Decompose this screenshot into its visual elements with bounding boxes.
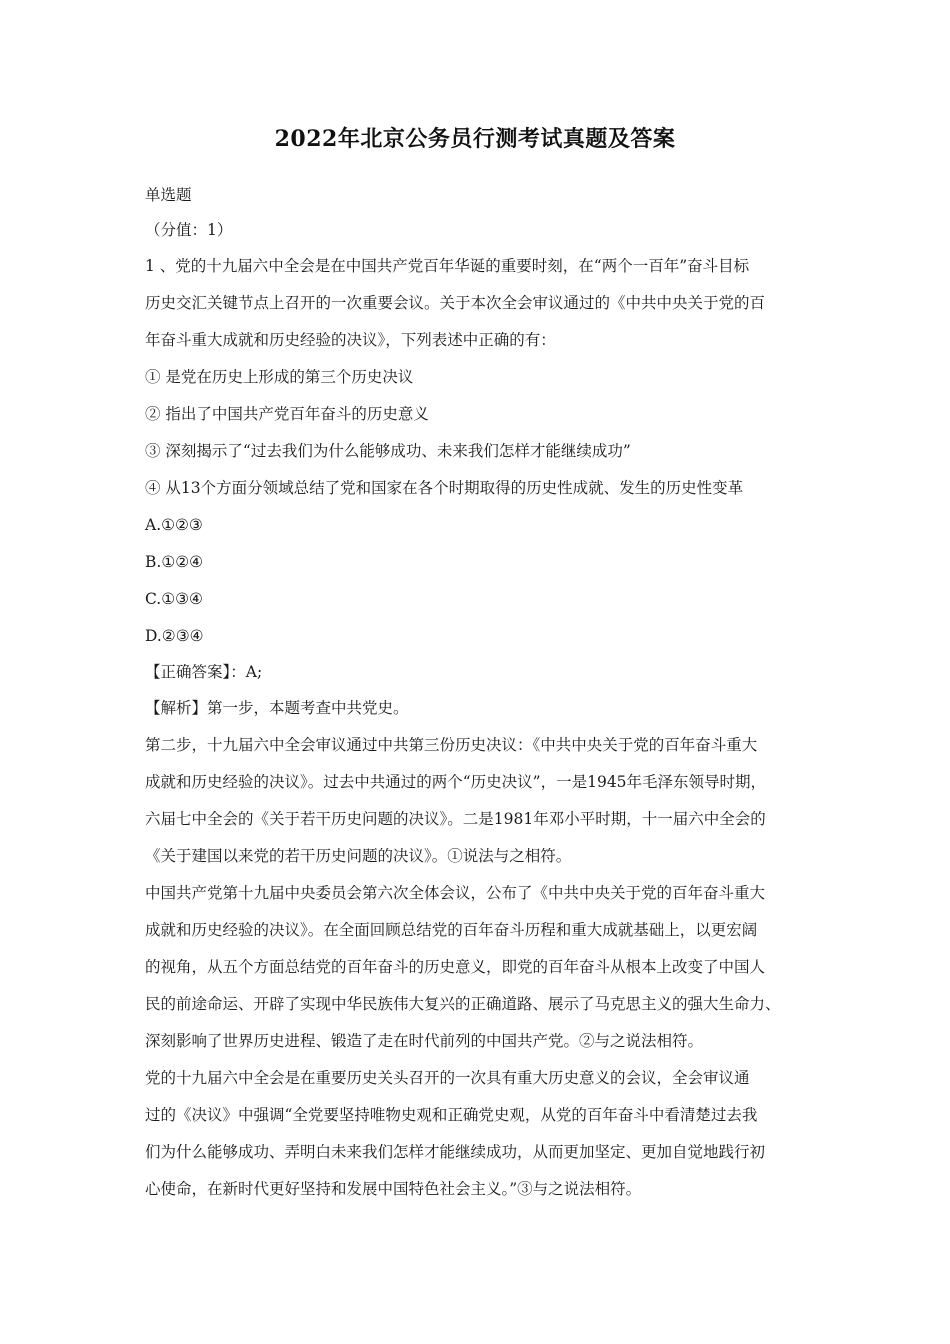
analysis-line: 六届七中全会的《关于若干历史问题的决议》。二是1981年邓小平时期，十一届六中全会的 xyxy=(145,810,766,828)
analysis-line: 们为什么能够成功、弄明白未来我们怎样才能继续成功，从而更加坚定、更加自觉地践行初 xyxy=(145,1143,766,1161)
statement-item: ① 是党在历史上形成的第三个历史决议 xyxy=(145,368,414,386)
analysis-line: 民的前途命运、开辟了实现中华民族伟大复兴的正确道路、展示了马克思主义的强大生命力、 xyxy=(145,995,781,1013)
analysis-line: 过的《决议》中强调“全党要坚持唯物史观和正确党史观，从党的百年奋斗中看清楚过去我 xyxy=(145,1106,758,1124)
statement-item: ③ 深刻揭示了“过去我们为什么能够成功、未来我们怎样才能继续成功” xyxy=(145,442,631,460)
analysis-line: 成就和历史经验的决议》。过去中共通过的两个“历史决议”，一是1945年毛泽东领导时期， xyxy=(145,773,767,791)
question-line: 1 、党的十九届六中全会是在中国共产党百年华诞的重要时刻，在“两个一百年”奋斗目标 xyxy=(145,257,750,275)
option-list xyxy=(145,507,825,655)
statement-item: ② 指出了中国共产党百年奋斗的历史意义 xyxy=(145,405,429,423)
document-title: 2022年北京公务员行测考试真题及答案 xyxy=(274,126,676,152)
analysis-line: 的视角，从五个方面总结党的百年奋斗的历史意义，即党的百年奋斗从根本上改变了中国人 xyxy=(145,958,766,976)
analysis-paragraph xyxy=(145,875,825,1060)
document-body xyxy=(145,178,825,1208)
option-a: A.①②③ xyxy=(145,516,203,534)
analysis-line: 党的十九届六中全会是在重要历史关头召开的一次具有重大历史意义的会议，全会审议通 xyxy=(145,1069,750,1087)
analysis-line: 成就和历史经验的决议》。在全面回顾总结党的百年奋斗历程和重大成就基础上，以更宏阔 xyxy=(145,921,758,939)
question-line: 年奋斗重大成就和历史经验的决议》，下列表述中正确的有： xyxy=(145,331,556,349)
analysis-line: 《关于建国以来党的若干历史问题的决议》。①说法与之相符。 xyxy=(145,847,572,865)
question-line: 历史交汇关键节点上召开的一次重要会议。关于本次全会审议通过的《中共中央关于党的百 xyxy=(145,294,766,312)
analysis-paragraph xyxy=(145,727,825,875)
option-d: D.②③④ xyxy=(145,627,204,645)
score-label: （分值：1） xyxy=(145,221,233,239)
analysis-line: 中国共产党第十九届中央委员会第六次全体会议，公布了《中共中央关于党的百年奋斗重大 xyxy=(145,884,766,902)
analysis-line: 心使命，在新时代更好坚持和发展中国特色社会主义。”③与之说法相符。 xyxy=(145,1180,642,1198)
analysis-intro: 【解析】第一步，本题考查中共党史。 xyxy=(145,699,409,717)
correct-answer: 【正确答案】：A; xyxy=(145,663,263,681)
analysis-line: 深刻影响了世界历史进程、锻造了走在时代前列的中国共产党。②与之说法相符。 xyxy=(145,1032,704,1050)
statement-list xyxy=(145,359,825,507)
section-label: 单选题 xyxy=(145,186,192,204)
statement-item: ④ 从13个方面分领域总结了党和国家在各个时期取得的历史性成就、发生的历史性变革 xyxy=(145,479,744,497)
question-stem xyxy=(145,248,825,359)
option-b: B.①②④ xyxy=(145,553,204,571)
option-c: C.①③④ xyxy=(145,590,203,608)
analysis-line: 第二步，十九届六中全会审议通过中共第三份历史决议：《中共中央关于党的百年奋斗重大 xyxy=(145,736,758,754)
analysis-paragraph xyxy=(145,1060,825,1208)
